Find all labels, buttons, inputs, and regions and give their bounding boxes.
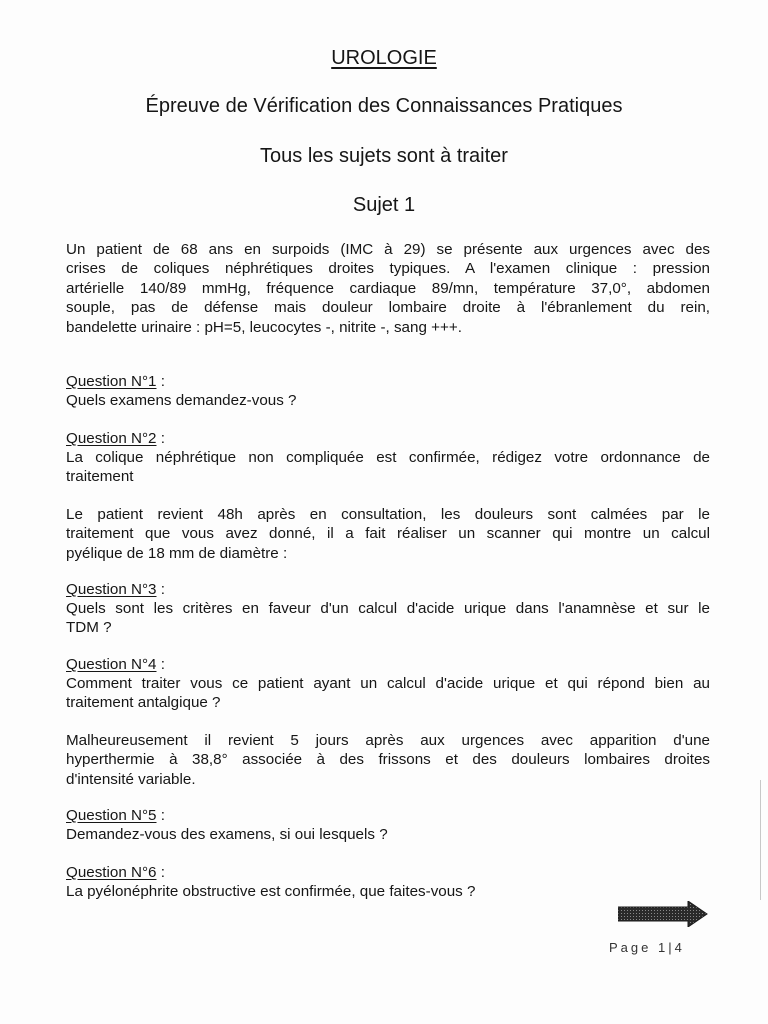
paragraph-line: souple, pas de défense mais douleur lombaire droite à l'ébranlement du rein, — [66, 299, 710, 317]
question-line: traitement antalgique ? — [66, 694, 221, 712]
question-number: Question N°6 — [66, 864, 157, 881]
followup-paragraph-1 — [66, 505, 710, 563]
question-line: Quels examens demandez-vous ? — [66, 392, 297, 409]
question-line: Quels sont les critères en faveur d'un calcul d'acide urique dans l'anamnèse et sur le — [66, 600, 710, 617]
paragraph-line: artérielle 140/89 mmHg, fréquence cardiaque 89/mn, température 37,0°, abdomen — [66, 279, 710, 297]
paragraph-line: bandelette urinaire : pH=5, leucocytes -, nitrite -, sang +++. — [66, 318, 462, 336]
question-1-text — [66, 391, 710, 410]
right-arrow-icon[interactable] — [618, 901, 708, 927]
question-number: Question N°3 — [66, 581, 157, 598]
question-5-label: Question N°5 : — [66, 807, 165, 824]
paragraph-line: Le patient revient 48h après en consultation, les douleurs sont calmées par le — [66, 506, 710, 523]
paragraph-line: crises de coliques néphrétiques droites typiques. A l'examen clinique : pression — [66, 260, 710, 278]
subject-heading: Sujet 1 — [352, 194, 416, 216]
question-6-label: Question N°6 : — [66, 864, 165, 881]
paragraph-line: Un patient de 68 ans en surpoids (IMC à 29) se présente aux urgences avec des — [66, 241, 710, 258]
document-title: UROLOGIE — [331, 47, 437, 69]
paragraph-line: pyélique de 18 mm de diamètre : — [66, 544, 288, 562]
question-number: Question N°2 — [66, 430, 157, 447]
question-3-text — [66, 599, 710, 638]
question-number: Question N°4 — [66, 656, 157, 673]
question-line: traitement — [66, 468, 134, 486]
question-number: Question N°5 — [66, 807, 157, 824]
question-3-label: Question N°3 : — [66, 581, 165, 598]
question-1-label: Question N°1 : — [66, 373, 165, 390]
question-line: La pyélonéphrite obstructive est confirmée, que faites-vous ? — [66, 883, 476, 900]
question-line: TDM ? — [66, 619, 112, 637]
followup-paragraph-2 — [66, 731, 710, 789]
question-number: Question N°1 — [66, 373, 157, 390]
page-number: Page 1|4 — [609, 940, 685, 955]
instructions-note: Tous les sujets sont à traiter — [260, 145, 508, 167]
scan-edge-line — [760, 780, 761, 900]
question-4-text — [66, 674, 710, 713]
paragraph-line: traitement que vous avez donné, il a fait réaliser un scanner qui montre un calcul — [66, 525, 710, 543]
paragraph-line: Malheureusement il revient 5 jours après aux urgences avec apparition d'une — [66, 732, 710, 749]
question-line: La colique néphrétique non compliquée est confirmée, rédigez votre ordonnance de — [66, 449, 710, 466]
paragraph-line: d'intensité variable. — [66, 770, 196, 788]
paragraph-line: hyperthermie à 38,8° associée à des frissons et des douleurs lombaires droites — [66, 751, 710, 769]
question-4-label: Question N°4 : — [66, 656, 165, 673]
question-5-text — [66, 825, 710, 844]
question-2-label: Question N°2 : — [66, 430, 165, 447]
question-6-text — [66, 882, 710, 901]
case-intro-paragraph — [66, 240, 710, 337]
question-line: Demandez-vous des examens, si oui lesquels ? — [66, 826, 388, 843]
question-line: Comment traiter vous ce patient ayant un calcul d'acide urique et qui répond bien au — [66, 675, 710, 692]
document-subtitle: Épreuve de Vérification des Connaissances Pratiques — [145, 95, 623, 117]
question-2-text — [66, 448, 710, 487]
